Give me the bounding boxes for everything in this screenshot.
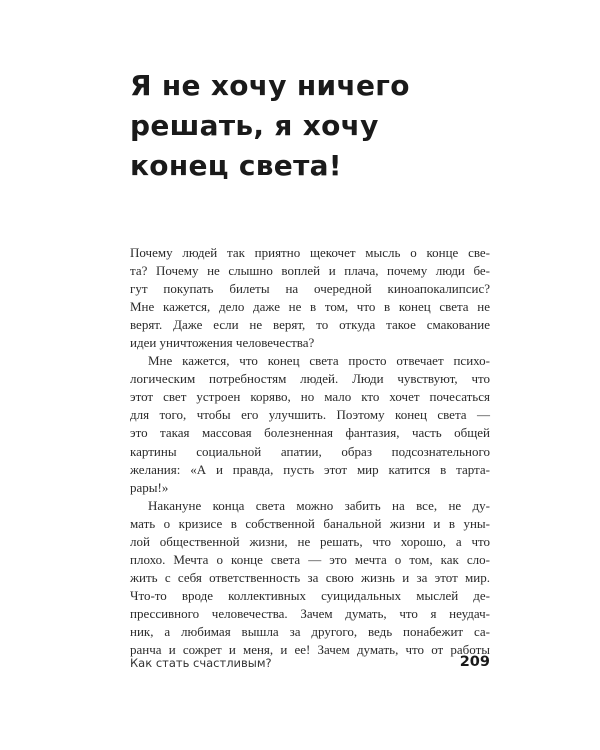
text-line: гут покупать билеты на очередной киноапокалипсис? [130, 281, 490, 297]
text-line: Накануне конца света можно забить на все, не ду- [148, 497, 490, 513]
text-line: это такая массовая болезненная фантазия, часть общей [130, 425, 490, 441]
text-line: плохо. Мечта о конце света — это мечта о том, как сло- [130, 551, 490, 567]
body-text [130, 244, 490, 659]
chapter-title-line: конец света! [130, 149, 342, 182]
text-line: для того, чтобы его улучшить. Поэтому конец света — [130, 407, 490, 423]
text-line: Мне кажется, что конец света просто отвечает психо- [148, 353, 490, 369]
paragraph [130, 497, 490, 659]
running-footer-title: Как стать счастливым? [130, 656, 272, 670]
chapter-title [130, 66, 530, 186]
text-line: ранча и сожрет и меня, и ее! Зачем думать, что от работы [130, 642, 490, 658]
text-line: логическим потребностям людей. Люди чувствуют, что [130, 371, 490, 387]
text-line: желания: «А и правда, пусть этот мир катится в тарта- [130, 461, 490, 477]
text-line: Мне кажется, дело даже не в том, что в конец света не [130, 299, 490, 315]
paragraph [130, 244, 490, 352]
page-footer [130, 654, 490, 674]
text-line: верят. Даже если не верят, то откуда такое смакование [130, 317, 490, 333]
chapter-title-line: Я не хочу ничего [130, 69, 410, 102]
text-line: ник, а любимая вышла за другого, ведь понабежит са- [130, 623, 490, 639]
text-line: прессивного человечества. Зачем думать, что я неудач- [130, 605, 490, 621]
text-line: этот свет устроен коряво, но мало кто хочет почесаться [130, 389, 490, 405]
text-line: идеи уничтожения человечества? [130, 335, 315, 351]
page-number: 209 [459, 654, 490, 670]
text-line: лой общественной жизни, не решать, что хорошо, а что [130, 533, 490, 549]
text-line: рары!» [130, 479, 169, 495]
text-line: Почему людей так приятно щекочет мысль о конце све- [130, 245, 490, 260]
text-line: Что-то вроде коллективных суицидальных мыслей де- [130, 587, 490, 603]
paragraph [130, 352, 490, 496]
text-line: та? Почему не слышно воплей и плача, почему люди бе- [130, 263, 490, 279]
text-line: жить с себя ответственность за свою жизнь и за этот мир. [130, 569, 490, 585]
text-line: картины социальной апатии, образ подсознательного [130, 443, 490, 459]
chapter-title-line: решать, я хочу [130, 109, 379, 142]
text-line: мать о кризисе в собственной банальной жизни и в уны- [130, 515, 490, 531]
